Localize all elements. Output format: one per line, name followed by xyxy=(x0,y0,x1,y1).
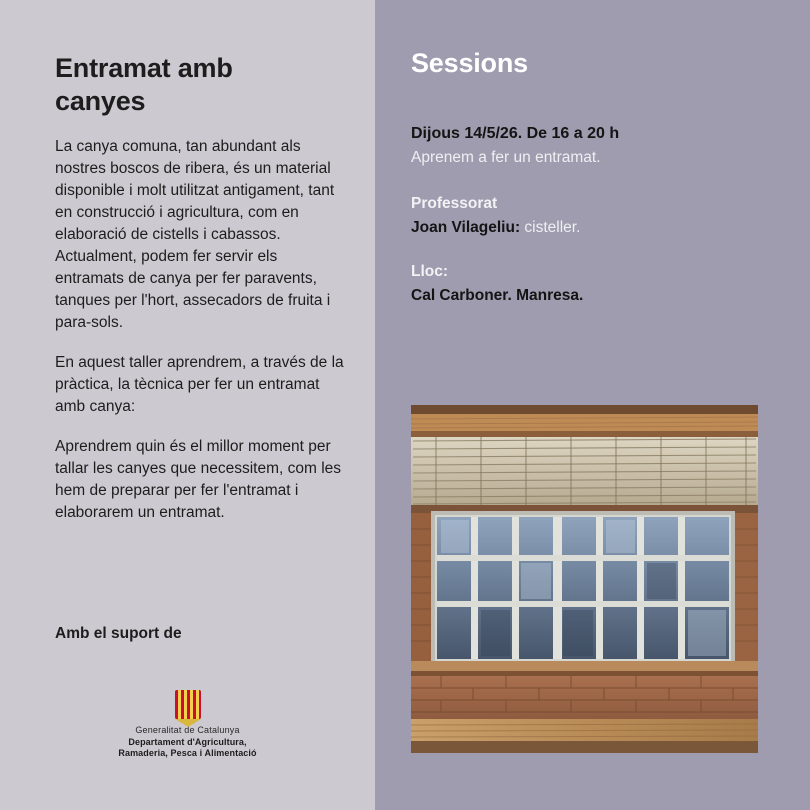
facade-photo xyxy=(411,405,758,753)
teacher-line xyxy=(411,219,770,237)
place-value: Cal Carboner. Manresa. xyxy=(411,287,584,304)
logo-line-2: Departament d'Agricultura, xyxy=(128,736,247,747)
support-label: Amb el suport de xyxy=(55,625,182,642)
place-heading: Lloc: xyxy=(411,263,449,280)
logo-line-1: Generalitat de Catalunya xyxy=(135,725,240,735)
left-panel xyxy=(0,0,375,810)
generalitat-logo xyxy=(0,690,375,760)
description-text xyxy=(55,136,345,524)
sessions-title: Sessions xyxy=(411,48,528,78)
teacher-role: cisteller. xyxy=(524,219,581,236)
teacher-heading: Professorat xyxy=(411,195,498,212)
right-panel xyxy=(375,0,810,810)
teacher-name: Joan Vilageliu: xyxy=(411,219,521,236)
session-description: Aprenem a fer un entramat. xyxy=(411,149,601,166)
session-date: Dijous 14/5/26. De 16 a 20 h xyxy=(411,125,620,142)
catalonia-shield-icon xyxy=(175,690,201,720)
logo-line-3: Ramaderia, Pesca i Alimentació xyxy=(118,748,257,759)
paragraph-3: Aprendrem quin és el millor moment per tallar les canyes que necessitem, com les hem de preparar per fer l'entramat i elaborarem un entramat. xyxy=(55,437,342,521)
paragraph-2: En aquest taller aprendrem, a través de la pràctica, la tècnica per fer un entramat amb canya: xyxy=(55,353,344,415)
page-title: Entramat amb canyes xyxy=(55,53,233,116)
paragraph-1: La canya comuna, tan abundant als nostres boscos de ribera, és un material disponible i molt utilitzat antigament, tant en construcció i agricultura, com en elaboració de cistells i cabassos. Actualment, podem fer servir els entramats de canya per fer paravents, tanques per l'hort, assecadors de fruita i para-sols. xyxy=(55,137,335,331)
